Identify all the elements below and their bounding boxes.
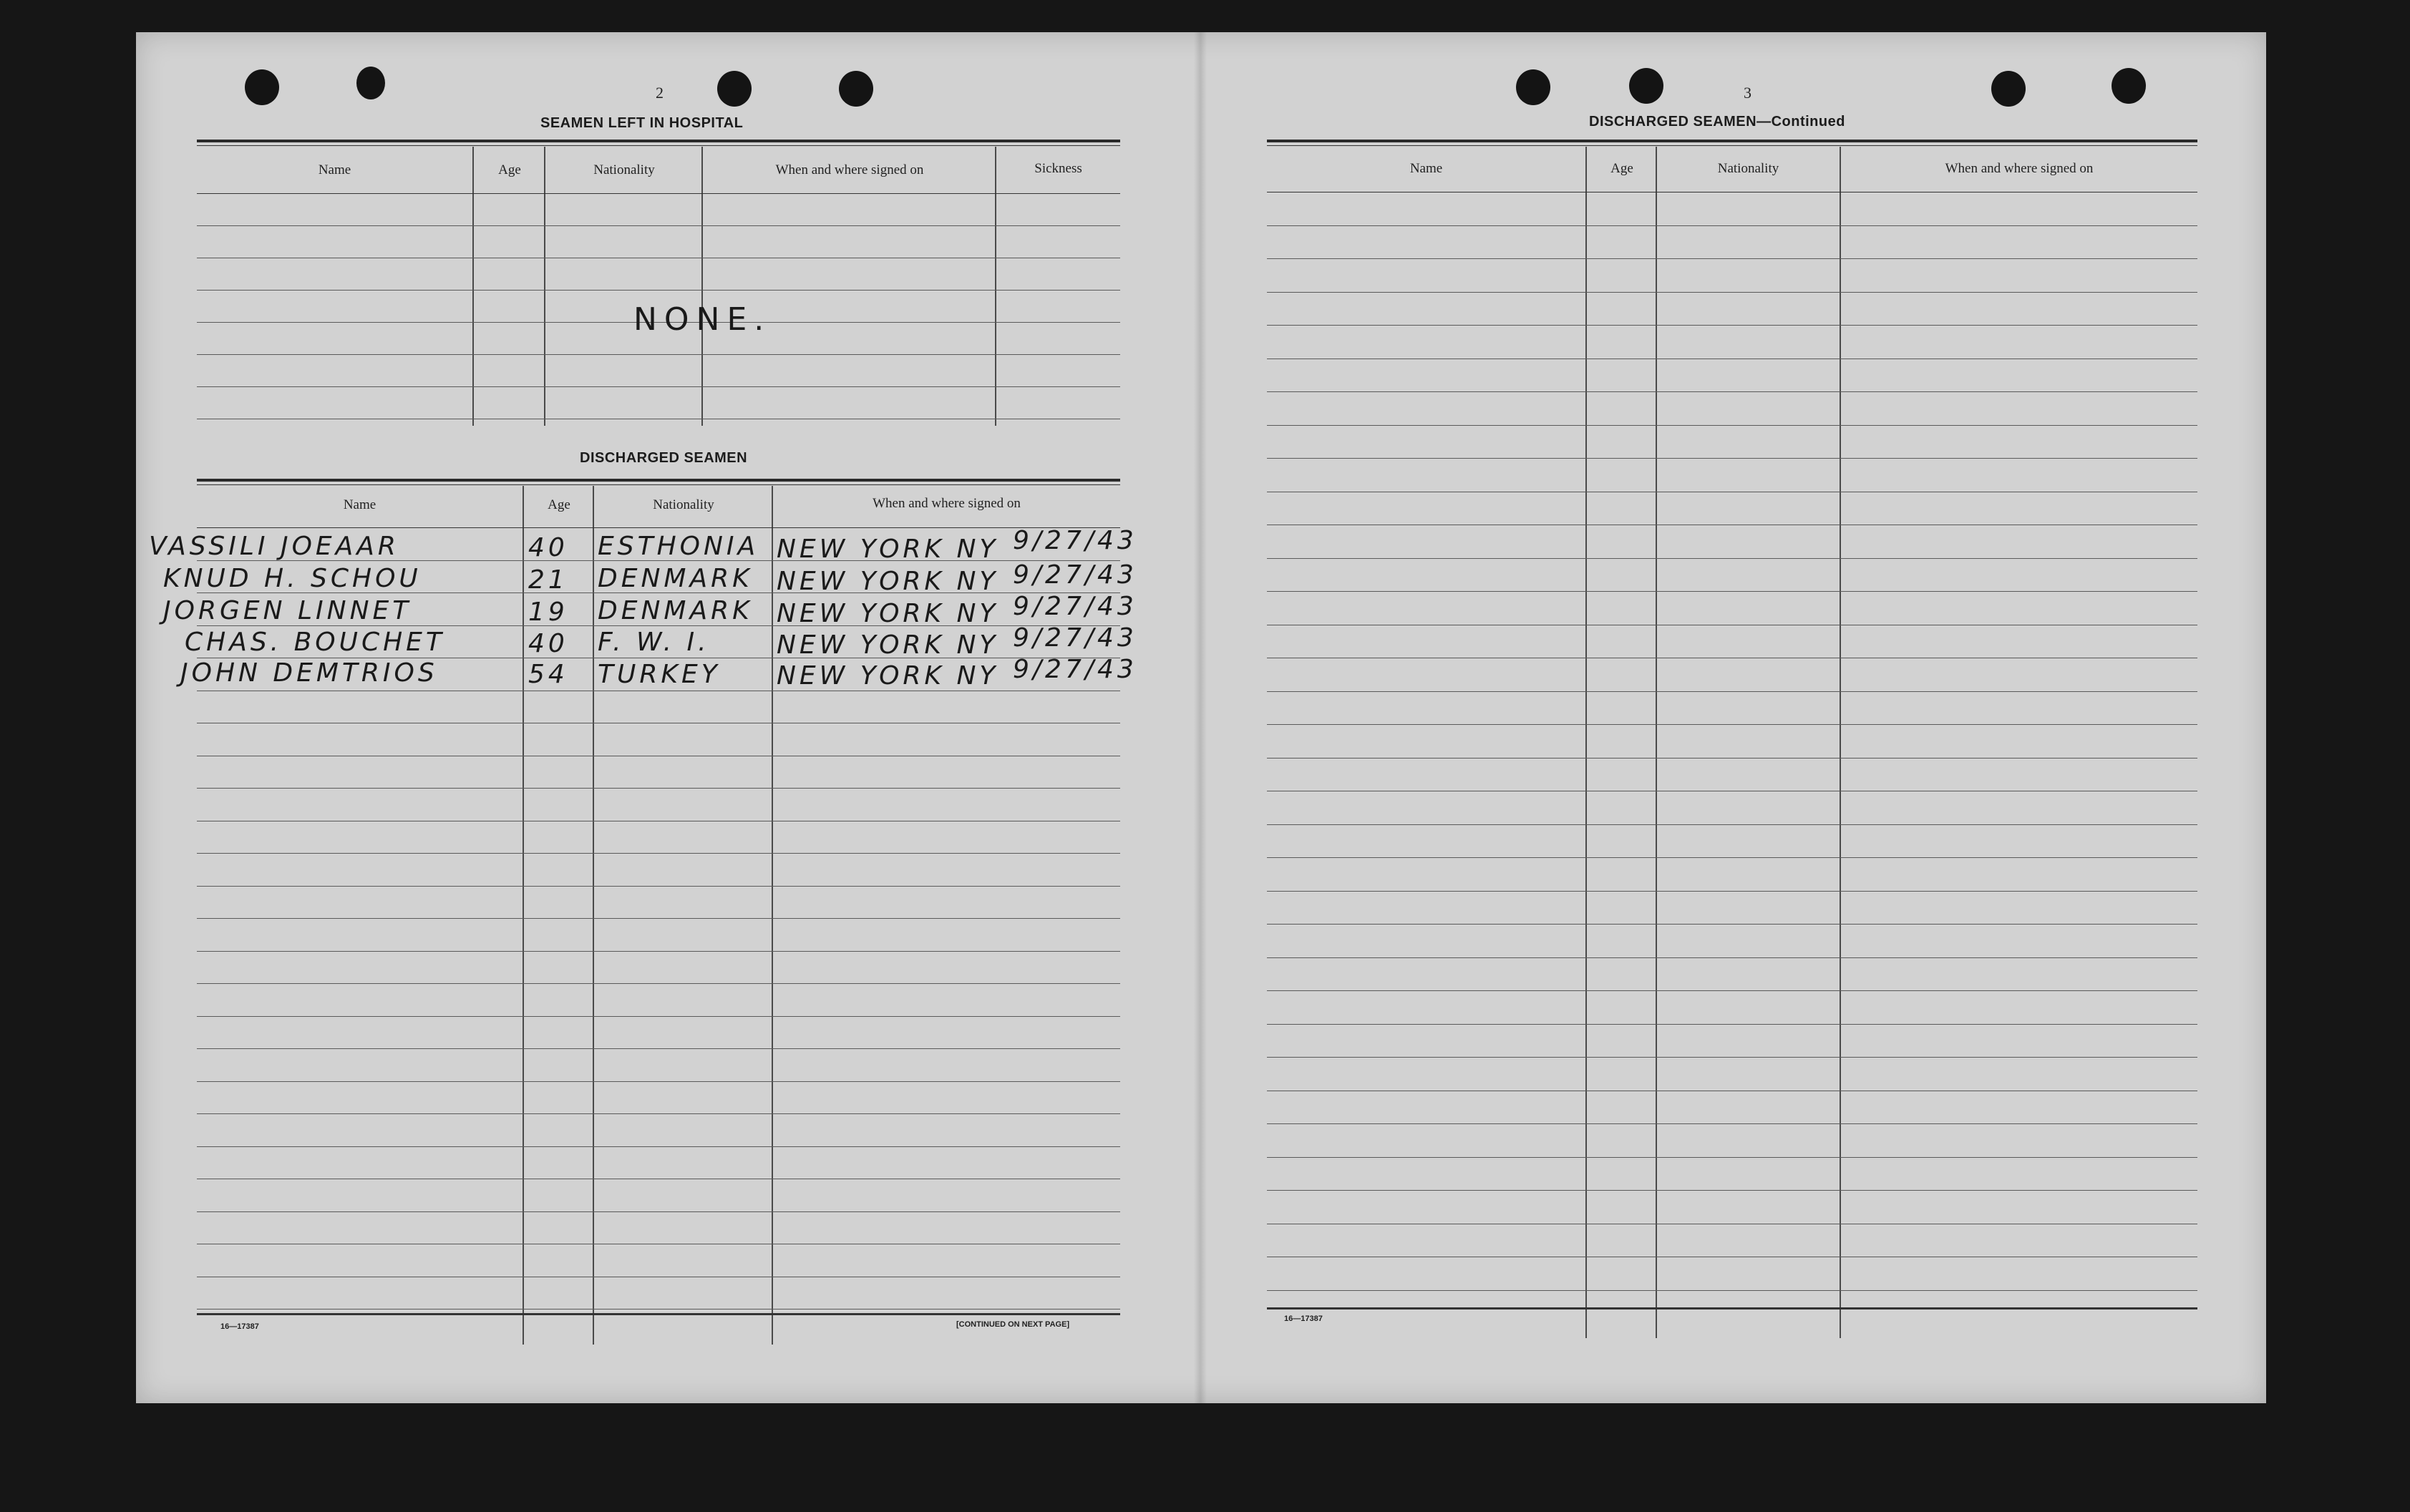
signed-on-place: NEW YORK NY (777, 661, 999, 691)
ruled-line (197, 1211, 1120, 1212)
seaman-name: CHAS. BOUCHET (185, 628, 445, 657)
punch-hole (245, 69, 279, 105)
punch-hole (839, 71, 873, 107)
punch-hole (1991, 71, 2026, 107)
signed-on-date: 9/27/43 (1013, 592, 1137, 621)
discharged-header-nationality: Nationality (653, 497, 714, 512)
seaman-nationality: ESTHONIA (598, 532, 759, 561)
ruled-line (1267, 325, 2197, 326)
ruled-line (197, 983, 1120, 984)
table-bottom-rule (197, 1313, 1120, 1315)
ruled-line (197, 853, 1120, 854)
ruled-line (197, 1113, 1120, 1114)
ruled-line (1267, 724, 2197, 725)
discharged-header-signed-on: When and where signed on (873, 496, 1021, 511)
ruled-line (1267, 458, 2197, 459)
punch-hole (717, 71, 752, 107)
right-header-age: Age (1610, 161, 1633, 176)
form-number-left: 16—17387 (220, 1322, 259, 1331)
discharged-header-name: Name (343, 497, 376, 512)
hospital-section-title: SEAMEN LEFT IN HOSPITAL (540, 115, 744, 131)
ruled-line (1267, 292, 2197, 293)
discharged-continued-title: DISCHARGED SEAMEN—Continued (1589, 114, 1845, 130)
ruled-line (1267, 425, 2197, 426)
seaman-name: KNUD H. SCHOU (163, 564, 422, 593)
signed-on-place: NEW YORK NY (777, 567, 999, 596)
hospital-header-sickness: Sickness (1034, 161, 1082, 176)
ruled-line (1267, 258, 2197, 259)
discharged-header-age: Age (548, 497, 570, 512)
page-number-right: 3 (1744, 84, 1751, 102)
right-top-rule (1267, 140, 2197, 142)
ruled-line (1267, 758, 2197, 759)
ruled-line (197, 951, 1120, 952)
ruled-line (1267, 1157, 2197, 1158)
ruled-line (1267, 225, 2197, 226)
seaman-age: 19 (528, 598, 568, 627)
ruled-line (1267, 924, 2197, 925)
signed-on-date: 9/27/43 (1013, 623, 1137, 653)
ruled-line (197, 1048, 1120, 1049)
signed-on-date: 9/27/43 (1013, 655, 1137, 684)
right-header-name: Name (1409, 161, 1443, 176)
ruled-line (1267, 1024, 2197, 1025)
page-fold (1194, 32, 1207, 1403)
seaman-age: 40 (528, 533, 568, 562)
ruled-line (1267, 824, 2197, 825)
signed-on-place: NEW YORK NY (777, 535, 999, 564)
signed-on-date: 9/27/43 (1013, 560, 1137, 590)
ruled-line (197, 918, 1120, 919)
seaman-name: VASSILI JOEAAR (149, 532, 399, 561)
ruled-line (197, 1081, 1120, 1082)
table-bottom-rule (1267, 1307, 2197, 1309)
ruled-line (197, 886, 1120, 887)
hospital-header-name: Name (318, 162, 351, 177)
ruled-line (1267, 990, 2197, 991)
page-number-left: 2 (656, 84, 664, 102)
ruled-line (1267, 558, 2197, 559)
ruled-line (1267, 1190, 2197, 1191)
ruled-line (197, 1016, 1120, 1017)
signed-on-date: 9/27/43 (1013, 526, 1137, 555)
signed-on-place: NEW YORK NY (777, 599, 999, 628)
seaman-age: 21 (528, 565, 568, 595)
ruled-line (197, 788, 1120, 789)
ruled-line (1267, 591, 2197, 592)
hospital-header-signed-on: When and where signed on (775, 162, 924, 177)
ruled-line (1267, 1290, 2197, 1291)
seaman-age: 54 (528, 660, 568, 689)
seaman-age: 40 (528, 629, 568, 658)
continued-note: [CONTINUED ON NEXT PAGE] (956, 1320, 1070, 1329)
discharged-section-title: DISCHARGED SEAMEN (580, 450, 748, 466)
ruled-line (1267, 957, 2197, 958)
hospital-header-age: Age (498, 162, 521, 177)
ruled-line (197, 1146, 1120, 1147)
right-header-nationality: Nationality (1717, 161, 1779, 176)
punch-hole (1629, 68, 1663, 104)
seaman-nationality: DENMARK (598, 564, 753, 593)
ruled-line (1267, 1123, 2197, 1124)
seaman-name: JORGEN LINNET (163, 596, 412, 625)
ruled-line (1267, 857, 2197, 858)
ruled-line (1267, 891, 2197, 892)
discharged-top-rule (197, 479, 1120, 482)
ruled-line (1267, 1057, 2197, 1058)
seaman-nationality: TURKEY (598, 660, 721, 689)
right-header-signed-on: When and where signed on (1945, 161, 2094, 176)
hospital-header-nationality: Nationality (593, 162, 655, 177)
form-number-right: 16—17387 (1284, 1315, 1323, 1323)
seaman-nationality: F. W. I. (598, 628, 710, 657)
ruled-line (1267, 691, 2197, 692)
seaman-name: JOHN DEMTRIOS (180, 658, 438, 688)
punch-hole (356, 67, 385, 99)
punch-hole (1516, 69, 1550, 105)
hospital-none-entry: NONE. (633, 301, 772, 338)
signed-on-place: NEW YORK NY (777, 630, 999, 660)
punch-hole (2112, 68, 2146, 104)
ruled-line (197, 527, 1120, 528)
seaman-nationality: DENMARK (598, 596, 753, 625)
document-sheet (136, 32, 2266, 1403)
hospital-top-rule (197, 140, 1120, 142)
ruled-line (1267, 391, 2197, 392)
